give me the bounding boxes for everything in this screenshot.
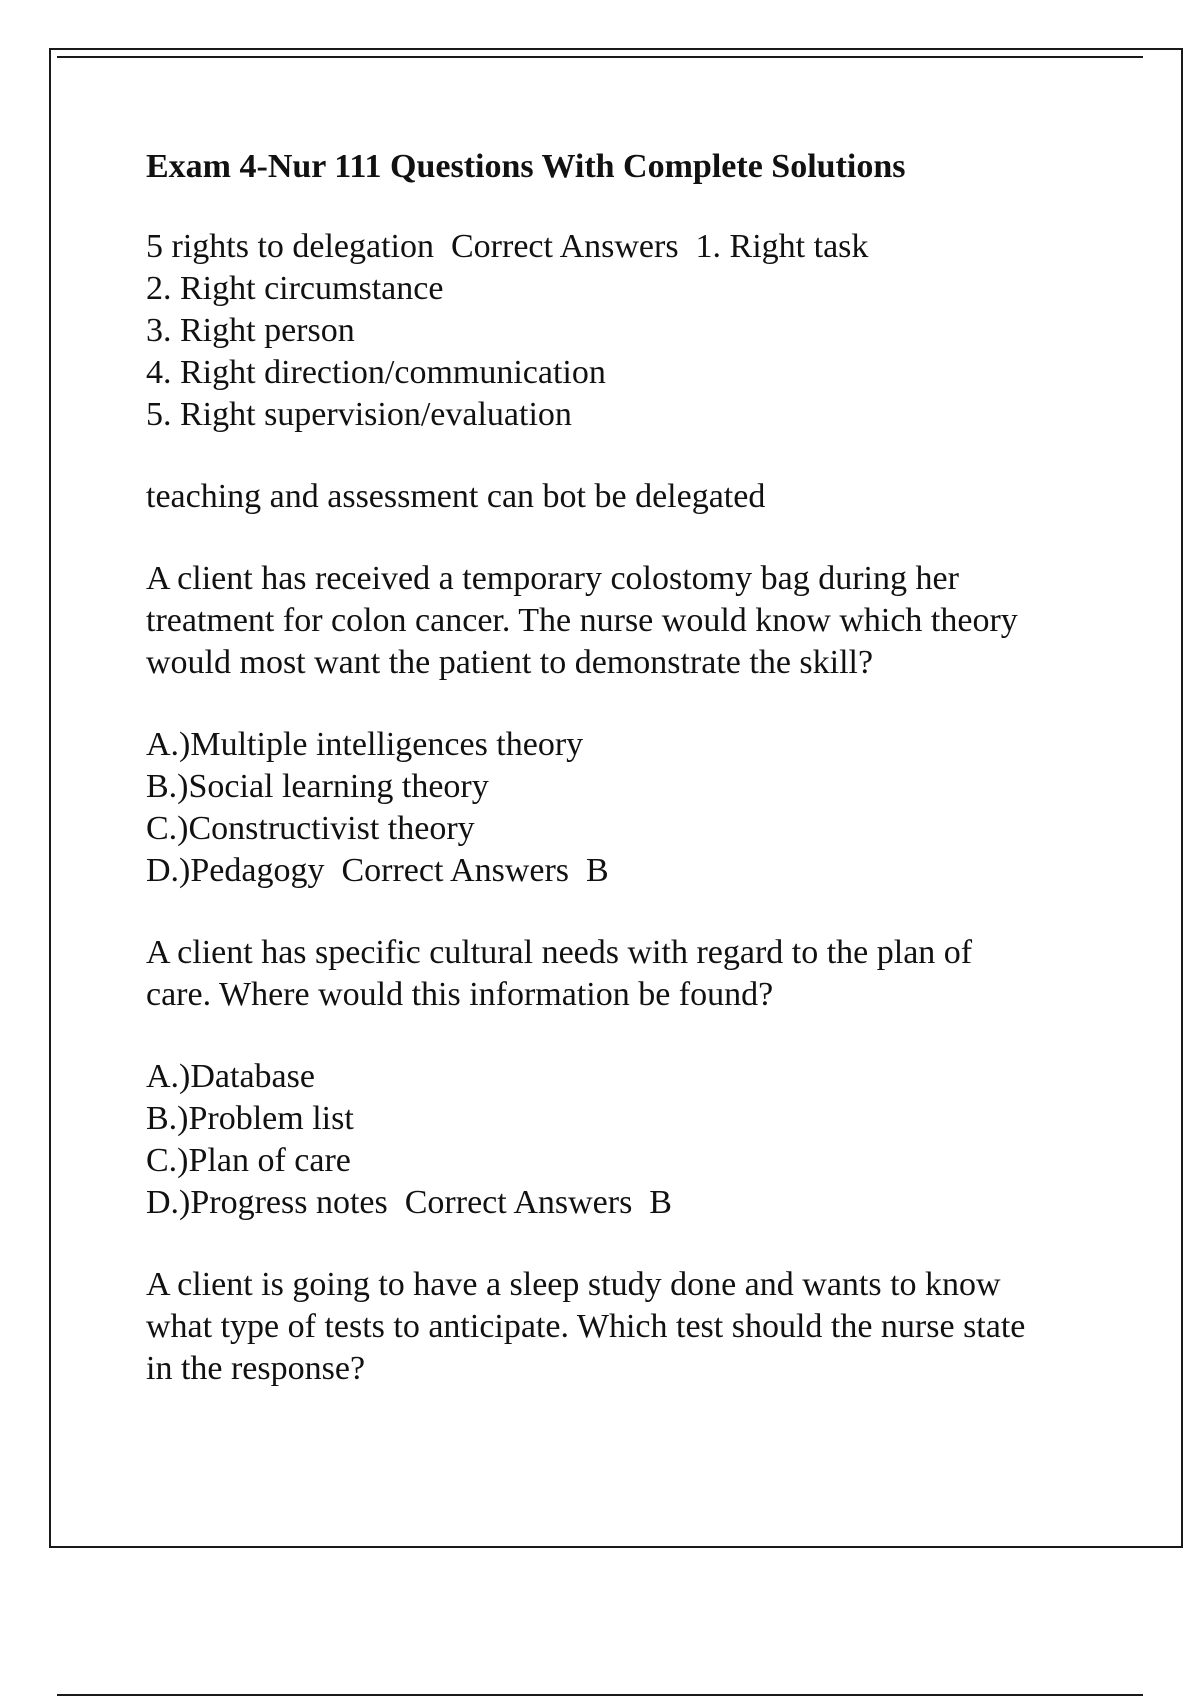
option-line: A.)Multiple intelligences theory bbox=[146, 726, 584, 763]
text-line: 4. Right direction/communication bbox=[146, 354, 606, 391]
text-line: 5 rights to delegation Correct Answers 1. Right task bbox=[146, 228, 869, 265]
qa-block-delegation-rights bbox=[146, 226, 1096, 436]
option-line: A.)Database bbox=[146, 1058, 315, 1095]
question-colostomy bbox=[146, 558, 1096, 684]
header-rule bbox=[57, 56, 1143, 58]
document-body bbox=[146, 146, 1096, 1430]
option-line: D.)Progress notes Correct Answers B bbox=[146, 1184, 672, 1221]
text-line: care. Where would this information be found? bbox=[146, 976, 774, 1013]
text-line: treatment for colon cancer. The nurse would know which theory bbox=[146, 602, 1018, 639]
text-line: A client is going to have a sleep study done and wants to know bbox=[146, 1266, 1001, 1303]
note-block bbox=[146, 476, 1096, 518]
question-cultural-needs bbox=[146, 932, 1096, 1016]
text-line: would most want the patient to demonstrate the skill? bbox=[146, 644, 874, 681]
text-line: A client has specific cultural needs with regard to the plan of bbox=[146, 934, 973, 971]
option-line: C.)Plan of care bbox=[146, 1142, 351, 1179]
option-line: B.)Social learning theory bbox=[146, 768, 489, 805]
text-line: 2. Right circumstance bbox=[146, 270, 444, 307]
text-line: A client has received a temporary colostomy bag during her bbox=[146, 560, 959, 597]
question-sleep-study bbox=[146, 1264, 1096, 1390]
document-title: Exam 4-Nur 111 Questions With Complete Solutions bbox=[146, 148, 906, 185]
text-line: teaching and assessment can bot be delegated bbox=[146, 478, 766, 515]
footer-rule bbox=[57, 1694, 1143, 1696]
text-line: 5. Right supervision/evaluation bbox=[146, 396, 572, 433]
text-line: in the response? bbox=[146, 1350, 366, 1387]
options-cultural-needs bbox=[146, 1056, 1096, 1224]
option-line: D.)Pedagogy Correct Answers B bbox=[146, 852, 609, 889]
options-colostomy bbox=[146, 724, 1096, 892]
option-line: B.)Problem list bbox=[146, 1100, 354, 1137]
text-line: what type of tests to anticipate. Which test should the nurse state bbox=[146, 1308, 1026, 1345]
text-line: 3. Right person bbox=[146, 312, 355, 349]
option-line: C.)Constructivist theory bbox=[146, 810, 475, 847]
